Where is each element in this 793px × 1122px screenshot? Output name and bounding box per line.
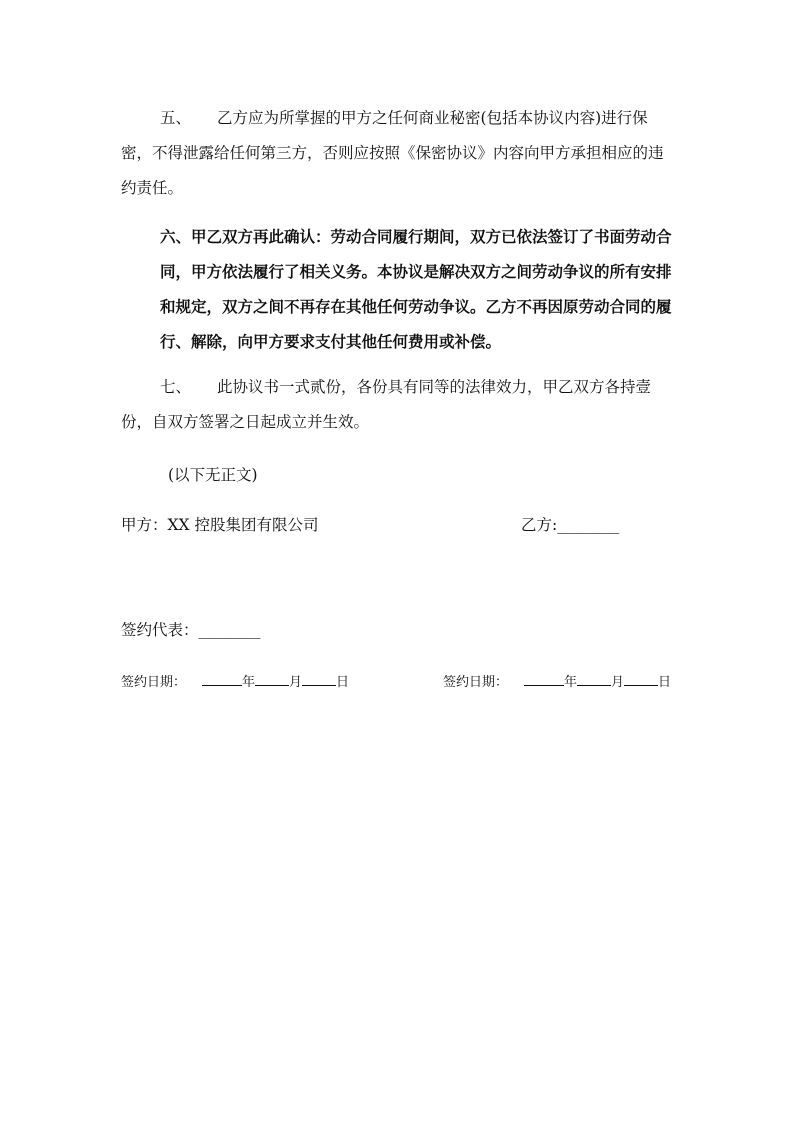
year-label: 年 xyxy=(242,675,256,690)
party-a-signature xyxy=(121,510,319,540)
day-label: 日 xyxy=(658,675,672,690)
clause-5 xyxy=(121,101,677,206)
clause-7-number: 七、 xyxy=(160,378,192,396)
day-label: 日 xyxy=(336,675,350,690)
month-label: 月 xyxy=(289,675,303,690)
day-blank xyxy=(302,671,336,686)
clause-7-text: 此协议书一式贰份，各份具有同等的法律效力，甲乙双方各持壹份，自双方签署之日起成立并生效。 xyxy=(121,378,652,431)
clause-6 xyxy=(121,219,677,359)
clause-6-text: 六、甲乙双方再此确认：劳动合同履行期间，双方已依法签订了书面劳动合同，甲方依法履行了相关义务。本协议是解决双方之间劳动争议的所有安排和规定，双方之间不再存在其他任何劳动争议。乙方不再因原劳动合同的履行、解除，向甲方要求支付其他任何费用或补偿。 xyxy=(160,227,672,351)
year-label: 年 xyxy=(564,675,578,690)
party-b-blank: ________ xyxy=(557,516,620,534)
representative-blank: ________ xyxy=(198,621,261,639)
year-blank xyxy=(202,671,242,686)
year-blank xyxy=(524,671,564,686)
month-blank xyxy=(577,671,611,686)
sign-date-a-label: 签约日期： xyxy=(121,675,187,690)
sign-date-a xyxy=(121,670,349,696)
party-b-signature xyxy=(521,510,619,540)
month-blank xyxy=(255,671,289,686)
sign-date-b-label: 签约日期： xyxy=(443,675,509,690)
representative-signature xyxy=(121,615,261,645)
month-label: 月 xyxy=(611,675,625,690)
representative-label: 签约代表： xyxy=(121,621,199,639)
party-b-label: 乙方: xyxy=(521,516,558,534)
party-a-label: 甲方： xyxy=(121,516,168,534)
day-blank xyxy=(624,671,658,686)
clause-5-text: 乙方应为所掌握的甲方之任何商业秘密(包括本协议内容)进行保密，不得泄露给任何第三方，否则应按照《保密协议》内容向甲方承担相应的违约责任。 xyxy=(121,109,664,197)
party-a-name: XX 控股集团有限公司 xyxy=(167,516,319,534)
clause-7 xyxy=(121,370,677,440)
sign-date-b xyxy=(443,670,671,696)
clause-5-number: 五、 xyxy=(160,109,192,127)
no-further-text-note: (以下无正文) xyxy=(168,466,258,484)
